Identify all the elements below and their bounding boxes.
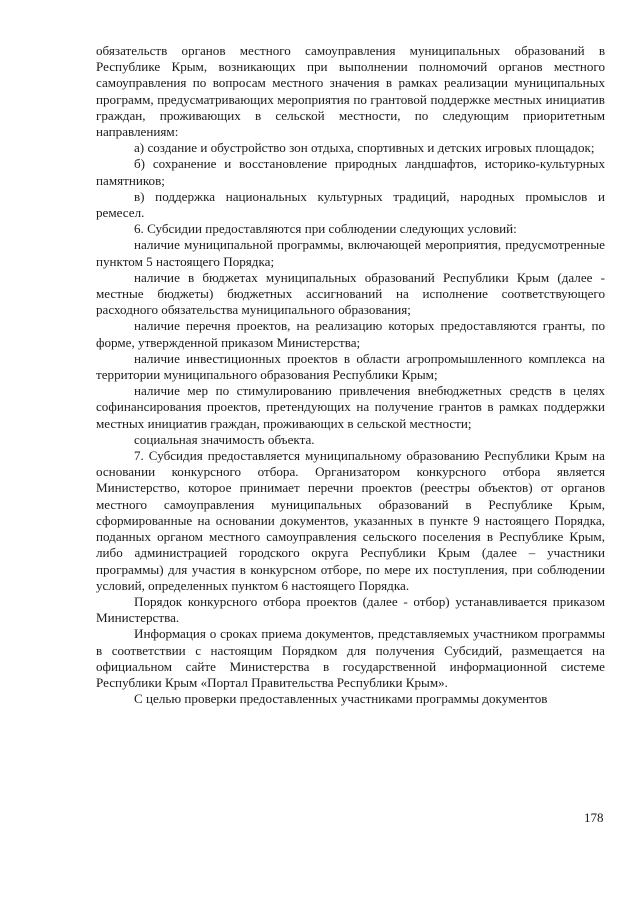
paragraph-verification: С целью проверки предоставленных участниками программы документов bbox=[134, 691, 548, 707]
paragraph-condition-investment: наличие инвестиционных проектов в области агропромышленного комплекса на территории муниципального образования Республики Крым; bbox=[96, 350, 605, 383]
paragraph-condition-extrabudget: наличие мер по стимулированию привлечения внебюджетных средств в целях софинансирования проектов, претендующих на получение грантов в рамках поддержки местных инициатив граждан, проживающих в сельской местности; bbox=[96, 383, 605, 431]
paragraph-selection-order: Порядок конкурсного отбора проектов (далее - отбор) устанавливается приказом Министерства. bbox=[96, 593, 605, 626]
document-page bbox=[96, 43, 605, 707]
paragraph-item-a: а) создание и обустройство зон отдыха, спортивных и детских игровых площадок; bbox=[134, 140, 595, 156]
paragraph-condition-social: социальная значимость объекта. bbox=[134, 431, 315, 447]
paragraph-condition-budget: наличие в бюджетах муниципальных образований Республики Крым (далее - местные бюджеты) бюджетных ассигнований на исполнение соответствующего расходного обязательства муниципального образования; bbox=[96, 269, 605, 318]
page-number: 178 bbox=[584, 810, 604, 825]
paragraph-item-b: б) сохранение и восстановление природных ландшафтов, историко-культурных памятников; bbox=[96, 156, 605, 188]
paragraph-information: Информация о сроках приема документов, представляемых участником программы в соответствии с настоящим Порядком для получения Субсидий, размещается на официальном сайте Министерства в государственной информационной системе Республики Крым «Портал Правительства Республики Крым». bbox=[96, 626, 605, 690]
paragraph-section-7: 7. Субсидия предоставляется муниципальному образованию Республики Крым на основании конкурсного отбора. Организатором конкурсного отбора является Министерство, которое принимает перечни проектов (реестры объектов) от органов местного самоуправления муниципальных образований в Республике Крым, сформированные на основании документов, указанных в пункте 9 настоящего Порядка, поданных органом местного самоуправления сельского поселения в Республике Крым, либо администрацией городского округа Республики Крым (далее – участники программы) для участия в конкурсном отборе, по мере их поступления, при соблюдении условий, определенных пунктом 6 настоящего Порядка. bbox=[96, 448, 605, 593]
paragraph-condition-program: наличие муниципальной программы, включающей мероприятия, предусмотренные пунктом 5 настоящего Порядка; bbox=[96, 237, 605, 269]
paragraph-section-6: 6. Субсидии предоставляются при соблюдении следующих условий: bbox=[134, 221, 517, 237]
paragraph-intro: обязательств органов местного самоуправления муниципальных образований в Республике Крым, возникающих при выполнении полномочий органов местного самоуправления по вопросам местного значения в рамках реализации муниципальных программ, предусматривающих мероприятия по грантовой поддержке местных инициатив граждан, проживающих в сельской местности, по следующим приоритетным направлениям: bbox=[96, 43, 605, 140]
paragraph-item-v: в) поддержка национальных культурных традиций, народных промыслов и ремесел. bbox=[96, 188, 605, 221]
paragraph-condition-projects-list: наличие перечня проектов, на реализацию которых предоставляются гранты, по форме, утвержденной приказом Министерства; bbox=[96, 318, 605, 350]
